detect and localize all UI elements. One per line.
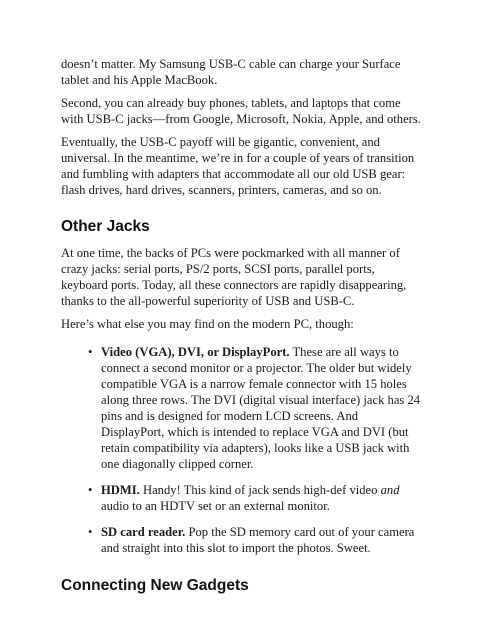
bullet-icon: •	[88, 525, 93, 539]
list-item-emphasis: and	[380, 483, 400, 497]
bullet-icon: •	[88, 483, 93, 497]
paragraph: At one time, the backs of PCs were pockmarked with all manner of crazy jacks: serial ports, PS/2 ports, SCSI ports, parallel ports, keyboard ports. Today, all these connectors are rapidly disappearing, thanks to the all-powerful superiority of USB and USB-C.	[61, 246, 407, 308]
list-item	[88, 344, 423, 472]
bullet-icon: •	[88, 345, 93, 359]
list-item	[88, 482, 423, 514]
list-item-text: Pop the SD memory card out of your camera and straight into this slot to import the photos. Sweet.	[101, 525, 415, 555]
paragraph: Second, you can already buy phones, tablets, and laptops that come with USB-C jacks—from Google, Microsoft, Nokia, Apple, and others.	[61, 96, 421, 126]
paragraph: Here’s what else you may find on the modern PC, though:	[61, 317, 354, 331]
section-heading: Connecting New Gadgets	[61, 577, 249, 594]
list-item-text: Handy! This kind of jack sends high-def video	[139, 483, 381, 497]
list-item-term: HDMI.	[101, 483, 140, 497]
list-item-text: These are all ways to connect a second monitor or a projector. The older but widely compatible VGA is a narrow female connector with 15 holes along three rows. The DVI (digital visual interface) jack has 24 pins and is designed for modern LCD screens. And DisplayPort, which is intended to replace VGA and DVI (but retain compatibility via adapters), looks like a USB jack with one diagonally clipped corner.	[101, 345, 421, 471]
list-item-term: SD card reader.	[101, 525, 186, 539]
list-item	[88, 524, 423, 556]
list-item-term: Video (VGA), DVI, or DisplayPort.	[101, 345, 290, 359]
paragraph: Eventually, the USB-C payoff will be gigantic, convenient, and universal. In the meantime, we’re in for a couple of years of transition and fumbling with adapters that accommodate all our old USB gear: flash drives, hard drives, scanners, printers, cameras, and so on.	[61, 135, 415, 197]
list-item-text: audio to an HDTV set or an external monitor.	[101, 499, 330, 513]
paragraph: doesn’t matter. My Samsung USB-C cable can charge your Surface tablet and his Apple MacBook.	[61, 57, 401, 87]
document-page	[61, 56, 423, 604]
bullet-list	[61, 344, 423, 556]
section-heading: Other Jacks	[61, 218, 150, 235]
